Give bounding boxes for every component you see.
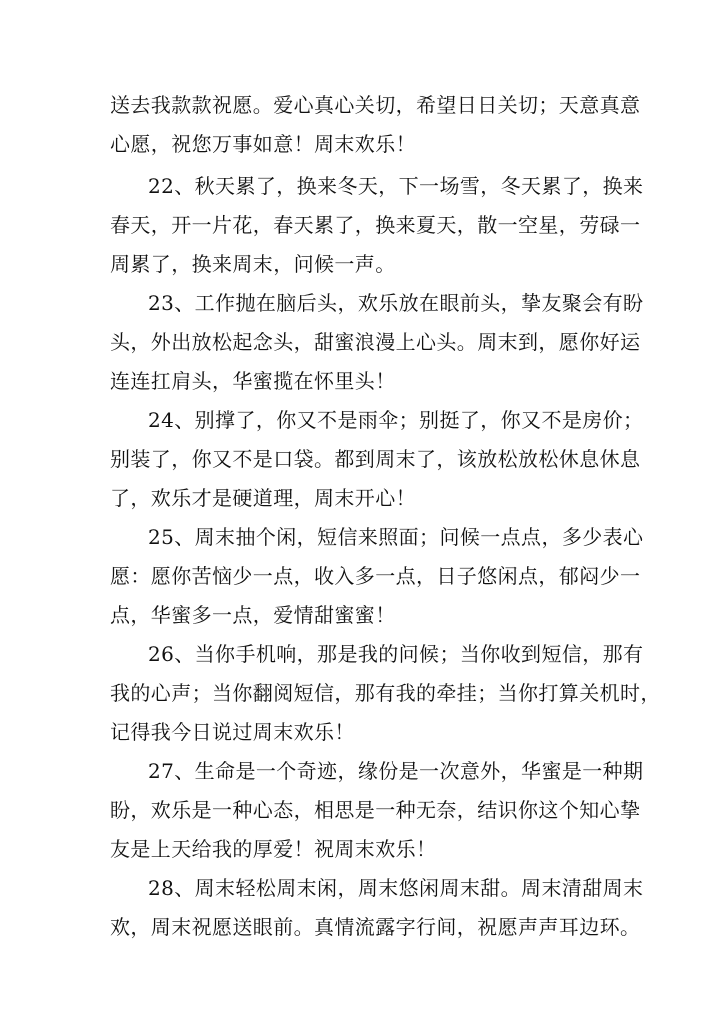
paragraph-line: 24、别撑了，你又不是雨伞；别挺了，你又不是房价； [148, 408, 644, 432]
paragraph-line: 28、周末轻松周末闲，周末悠闲周末甜。周末清甜周末 [148, 876, 644, 900]
paragraph-line: 周累了，换来周末，问候一声。 [110, 252, 396, 276]
paragraph-line: 23、工作抛在脑后头，欢乐放在眼前头，挚友聚会有盼 [148, 291, 644, 315]
paragraph-line: 了，欢乐才是硬道理，周末开心！ [110, 486, 416, 510]
paragraph-line: 26、当你手机响，那是我的问候；当你收到短信，那有 [148, 642, 644, 666]
paragraph-line: 点，华蜜多一点，爱情甜蜜蜜！ [110, 603, 396, 627]
paragraph-line: 连连扛肩头，华蜜揽在怀里头！ [110, 369, 396, 393]
paragraph-line: 愿：愿你苦恼少一点，收入多一点，日子悠闲点，郁闷少一 [110, 564, 641, 588]
paragraph-line: 头，外出放松起念头，甜蜜浪漫上心头。周末到，愿你好运 [110, 330, 641, 354]
paragraph-line: 友是上天给我的厚爱！祝周末欢乐！ [110, 837, 437, 861]
paragraph-line: 春天，开一片花，春天累了，换来夏天，散一空星，劳碌一 [110, 213, 641, 237]
paragraph-line: 27、生命是一个奇迹，缘份是一次意外，华蜜是一种期 [148, 759, 644, 783]
paragraph-line: 22、秋天累了，换来冬天，下一场雪，冬天累了，换来 [148, 174, 644, 198]
paragraph-line: 别装了，你又不是口袋。都到周末了，该放松放松休息休息 [110, 447, 641, 471]
paragraph-line: 我的心声；当你翻阅短信，那有我的牵挂；当你打算关机时， [110, 681, 661, 705]
paragraph-line: 送去我款款祝愿。爱心真心关切，希望日日关切；天意真意 [110, 93, 641, 117]
paragraph-line: 盼，欢乐是一种心态，相思是一种无奈，结识你这个知心挚 [110, 798, 641, 822]
paragraph-line: 25、周末抽个闲，短信来照面；问候一点点，多少表心 [148, 525, 644, 549]
paragraph-line: 欢，周末祝愿送眼前。真情流露字行间，祝愿声声耳边环。 [110, 915, 641, 939]
paragraph-line: 记得我今日说过周末欢乐！ [110, 720, 355, 744]
paragraph-line: 心愿，祝您万事如意！周末欢乐！ [110, 132, 416, 156]
